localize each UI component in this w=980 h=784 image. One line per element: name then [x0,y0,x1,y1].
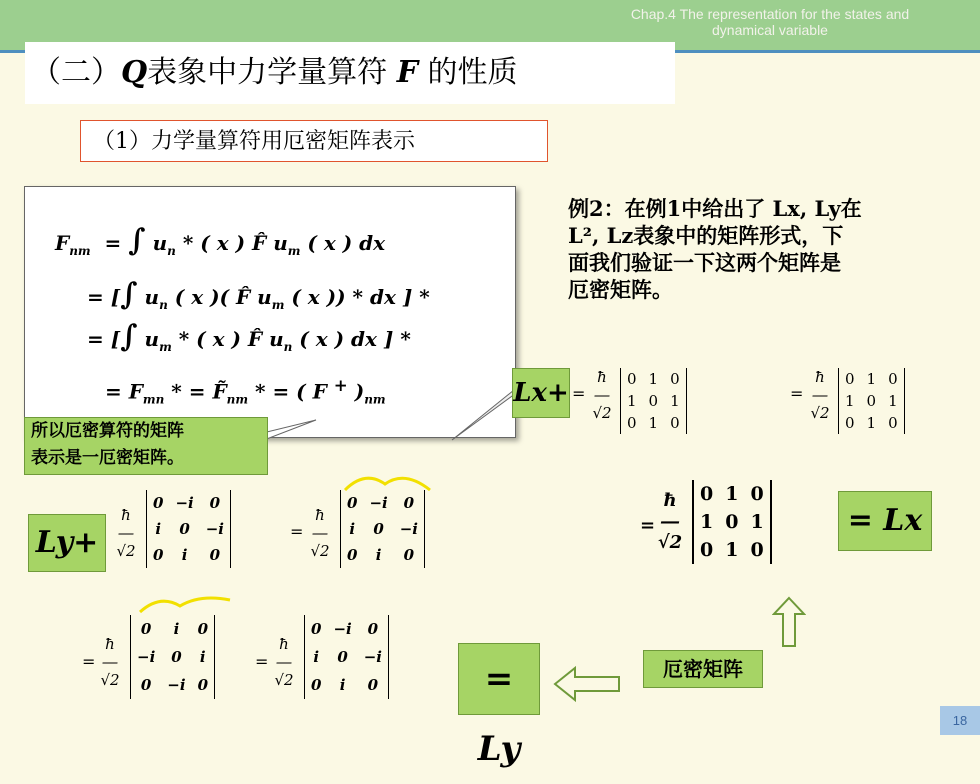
eq-sign: = [255,652,269,671]
highlight-arc [340,470,440,494]
example-line-2: L², Lz表象中的矩阵形式，下 [568,223,844,248]
example-text [568,195,943,303]
section-subtitle: （1）力学量算符用厄密矩阵表示 [80,120,548,162]
conclusion-note [24,417,268,475]
formula-line-3: = [∫ $u_m$ * ( x ) F̂ $u_n$ ( x ) dx ] * [87,319,411,354]
eq-sign: = [82,652,96,671]
ly-plus-label: Ly+ [28,514,106,572]
hbar-fraction: ħ ― √2 [310,506,330,560]
note-line-2: 表示是一厄密矩阵。 [31,448,184,468]
page-number: 18 [940,706,980,735]
title-mid: 表象中力学量算符 [147,55,397,90]
hbar-fraction: ħ ― √2 [274,635,294,689]
eq-sign: = [790,384,804,403]
formula-line-4: = $F_{mn}$ * = $F̃_{nm}$ * = ( F + )$_{nm}$ [105,375,386,407]
hbar-fraction: ħ ― √2 [100,635,120,689]
note-line-1: 所以厄密算符的矩阵 [31,421,184,441]
eq-ly-label: = Ly [458,643,540,715]
eq-lx-label: = Lx [838,491,932,551]
hbar-fraction: ħ ― √2 [657,490,683,553]
example-line-4: 厄密矩阵。 [568,277,673,302]
hbar-fraction: ħ ― √2 [592,368,612,422]
title-prefix: （二） [31,55,121,90]
lx-plus-label: Lx+ [512,368,570,418]
formula-line-2: = [∫ $u_n$ ( x )( F̂ $u_m$ ( x )) * dx ] * [87,277,430,312]
hbar-fraction: ħ ― √2 [810,368,830,422]
example-line-3: 面我们验证一下这两个矩阵是 [568,250,841,275]
title-f: F [396,55,418,90]
highlight-arc [135,594,235,618]
chapter-caption: Chap.4 The representation for the states and dynamical variable [630,6,910,38]
eq-sign: = [290,522,304,541]
eq-sign: = [572,384,586,403]
title-q: Q [121,55,148,90]
formula-line-1: $F_{nm}$ = ∫ $u_n$ * ( x ) F̂ $u_m$ ( x ) dx [55,223,386,258]
hermitian-label: 厄密矩阵 [643,650,763,688]
eq-sign: = [640,515,656,536]
hbar-fraction: ħ ― √2 [116,506,136,560]
left-arrow-icon [553,664,623,704]
up-arrow-icon [772,596,806,648]
title-suffix: 的性质 [418,55,518,90]
slide-title [25,42,675,104]
example-line-1: 例2：在例1中给出了 Lx, Ly在 [568,196,862,221]
